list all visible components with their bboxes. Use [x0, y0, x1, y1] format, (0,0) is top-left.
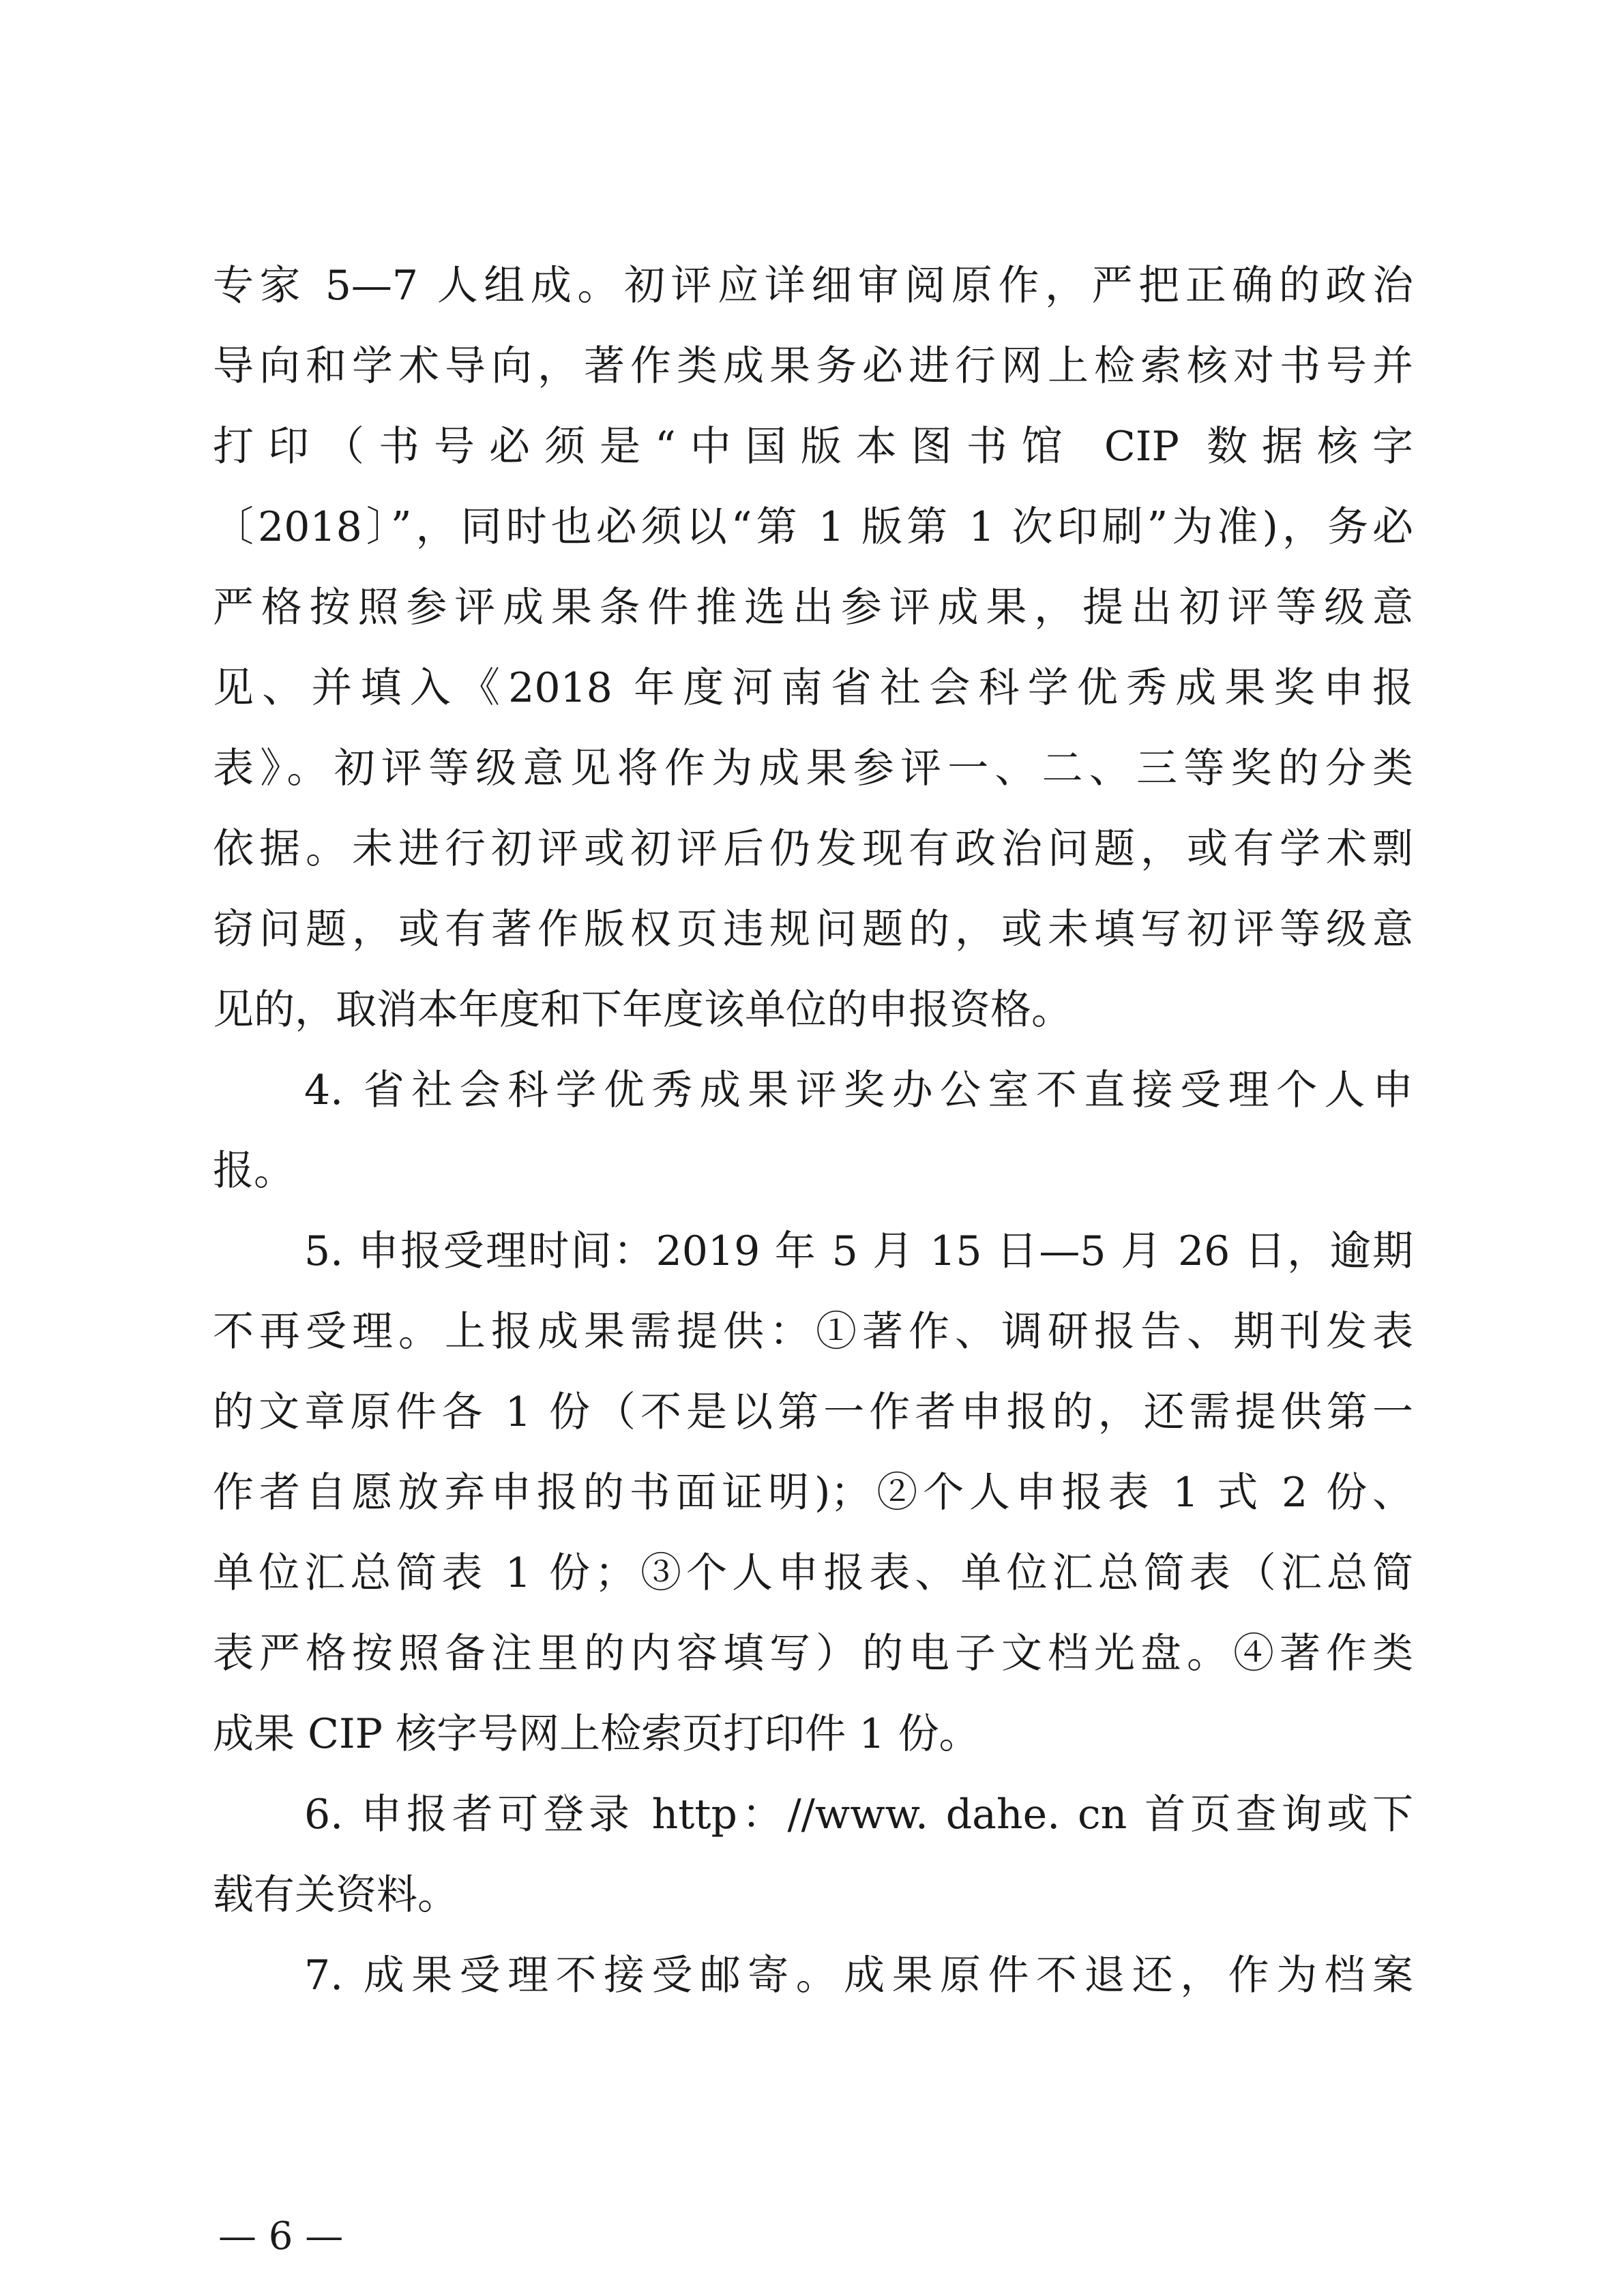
text-line: 依据。未进行初评或初评后仍发现有政治问题，或有学术剽	[213, 825, 1413, 873]
page-number: — 6 —	[218, 2214, 344, 2258]
text-line: 单位汇总简表 1 份；③个人申报表、单位汇总简表（汇总简	[213, 1549, 1413, 1597]
text-line: 见的，取消本年度和下年度该单位的申报资格。	[213, 986, 1072, 1034]
document-body	[213, 245, 1413, 2016]
paragraph-4-start: 4. 省社会科学优秀成果评奖办公室不直接受理个人申	[304, 1067, 1413, 1114]
text-line: 表》。初评等级意见将作为成果参评一、二、三等奖的分类	[213, 745, 1413, 792]
text-line: 的文章原件各 1 份（不是以第一作者申报的，还需提供第一	[213, 1388, 1413, 1436]
text-line: 作者自愿放弃申报的书面证明)；②个人申报表 1 式 2 份、	[213, 1469, 1413, 1517]
paragraph-5-start: 5. 申报受理时间：2019 年 5 月 15 日—5 月 26 日，逾期	[304, 1227, 1413, 1275]
text-line: 不再受理。上报成果需提供：①著作、调研报告、期刊发表	[213, 1308, 1413, 1356]
text-line: 窃问题，或有著作版权页违规问题的，或未填写初评等级意	[213, 906, 1413, 953]
text-line: 〔2018〕”，同时也必须以“第 1 版第 1 次印刷”为准)，务必	[213, 503, 1413, 551]
text-line: 报。	[213, 1147, 295, 1195]
text-line: 专家 5—7 人组成。初评应详细审阅原作，严把正确的政治	[213, 262, 1413, 310]
text-line: 成果 CIP 核字号网上检索页打印件 1 份。	[213, 1710, 980, 1758]
text-line: 导向和学术导向，著作类成果务必进行网上检索核对书号并	[213, 342, 1413, 390]
text-line: 载有关资料。	[213, 1871, 458, 1919]
text-line: 见、并填入《2018 年度河南省社会科学优秀成果奖申报	[213, 664, 1413, 712]
paragraph-6-start: 6. 申报者可登录 http：//www. dahe. cn 首页查询或下	[304, 1791, 1413, 1838]
text-line: 打印（书号必须是“中国版本图书馆 CIP 数据核字	[213, 423, 1413, 471]
paragraph-7-start: 7. 成果受理不接受邮寄。成果原件不退还，作为档案	[304, 1952, 1413, 1999]
text-line: 严格按照参评成果条件推选出参评成果，提出初评等级意	[213, 584, 1413, 631]
text-line: 表严格按照备注里的内容填写）的电子文档光盘。④著作类	[213, 1630, 1413, 1678]
